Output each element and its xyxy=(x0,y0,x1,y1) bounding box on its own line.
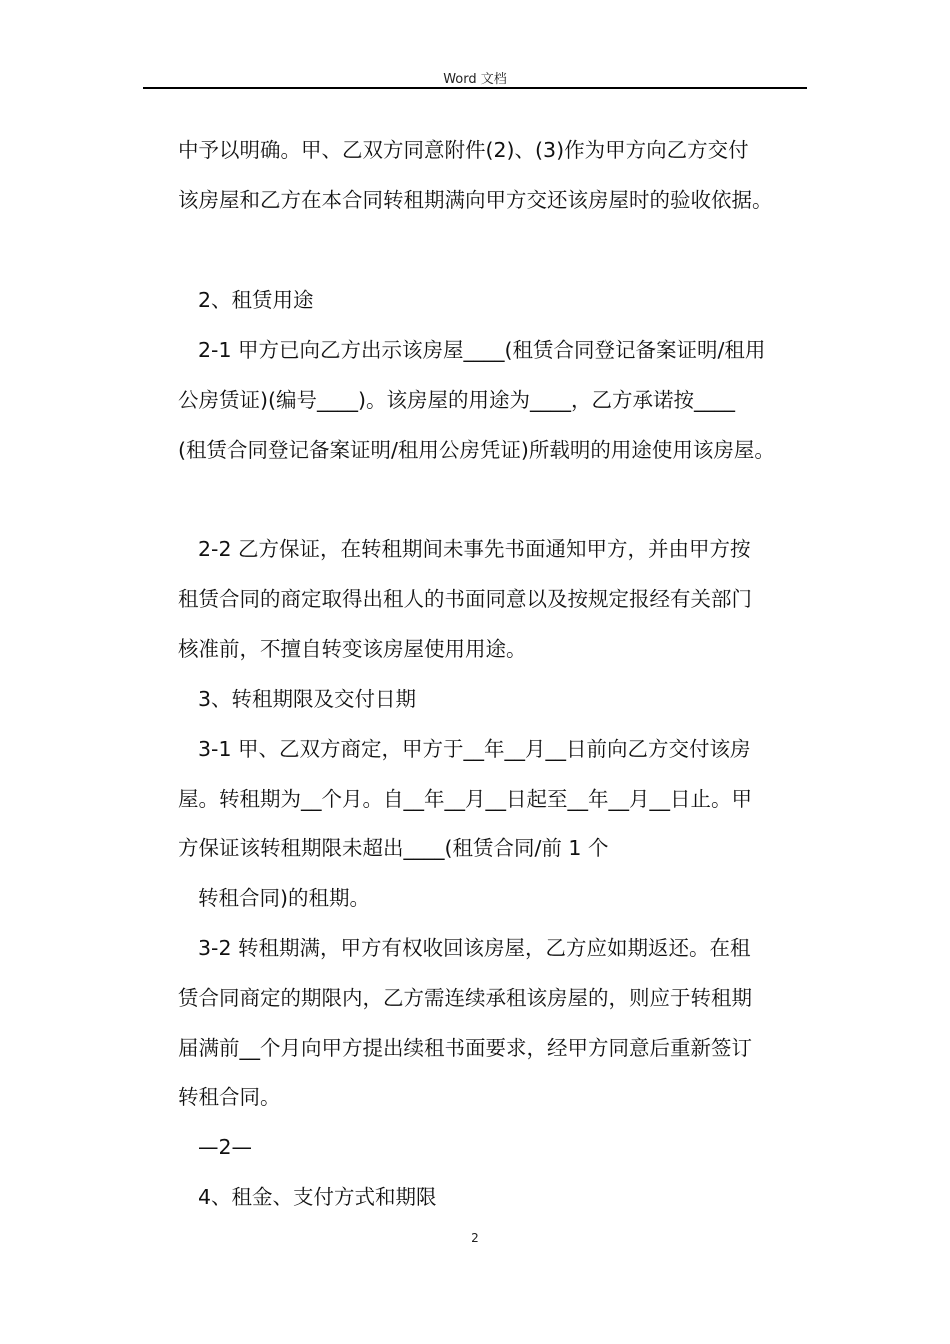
body-line: 3-1 甲、乙双方商定，甲方于__年__月__日前向乙方交付该房 xyxy=(198,737,751,761)
section-heading: 2、租赁用途 xyxy=(198,288,314,312)
header-rule xyxy=(143,87,807,89)
body-line: 3-2 转租期满，甲方有权收回该房屋，乙方应如期返还。在租 xyxy=(198,936,751,960)
section-heading: 3、转租期限及交付日期 xyxy=(198,687,417,711)
body-line: 转租合同。 xyxy=(178,1085,281,1109)
body-line: 屋。转租期为__个月。自__年__月__日起至__年__月__日止。甲 xyxy=(178,787,752,811)
body-line: 2-2 乙方保证，在转租期间未事先书面通知甲方，并由甲方按 xyxy=(198,537,751,561)
inline-page-marker: —2— xyxy=(198,1135,253,1159)
header-title: Word 文档 xyxy=(443,72,507,87)
body-line: 方保证该转租期限未超出____(租赁合同/前 1 个 xyxy=(178,836,609,860)
page-number: 2 xyxy=(471,1231,479,1245)
body-line: 核准前，不擅自转变该房屋使用用途。 xyxy=(178,637,527,661)
section-heading: 4、租金、支付方式和期限 xyxy=(198,1185,437,1209)
body-line: (租赁合同登记备案证明/租用公房凭证)所载明的用途使用该房屋。 xyxy=(178,438,775,462)
body-line: 公房赁证)(编号____)。该房屋的用途为____，乙方承诺按____ xyxy=(178,388,735,412)
body-line: 中予以明确。甲、乙双方同意附件(2)、(3)作为甲方向乙方交付 xyxy=(178,138,749,162)
body-line: 2-1 甲方已向乙方出示该房屋____(租赁合同登记备案证明/租用 xyxy=(198,338,766,362)
body-line: 该房屋和乙方在本合同转租期满向甲方交还该房屋时的验收依据。 xyxy=(178,188,773,212)
body-line: 租赁合同的商定取得出租人的书面同意以及按规定报经有关部门 xyxy=(178,587,752,611)
body-line: 届满前__个月向甲方提出续租书面要求，经甲方同意后重新签订 xyxy=(178,1036,752,1060)
body-line: 转租合同)的租期。 xyxy=(198,886,370,910)
body-line: 赁合同商定的期限内，乙方需连续承租该房屋的，则应于转租期 xyxy=(178,986,752,1010)
